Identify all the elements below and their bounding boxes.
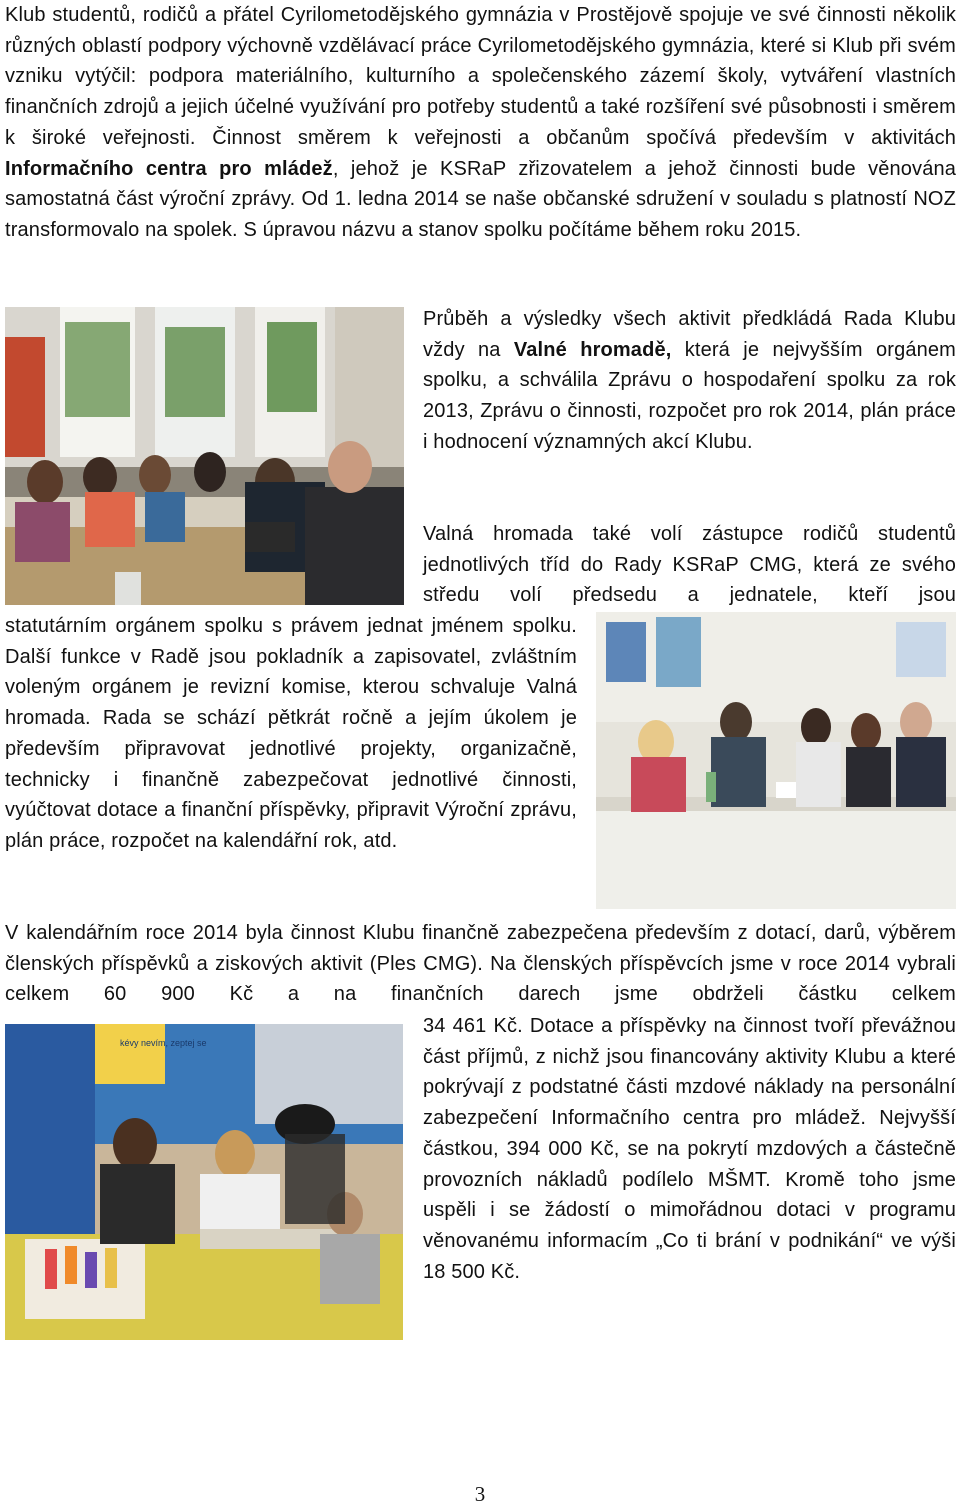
intro-text-2: , jehož je KSRaP zřizovatelem a jehož činnosti bude věnována samostatná část výroční zprávy. Od 1. ledna 2014 se naše občanské sdružení v souladu s platností NOZ transformovalo na spolek. S úpravou názvu a stanov spolku počítáme během roku 2015.	[5, 157, 957, 241]
photo-kids-event	[5, 1024, 403, 1340]
intro-paragraph	[5, 0, 956, 246]
council-paragraph-bottom: statutárním orgánem spolku s právem jednat jménem spolku. Další funkce v Radě jsou pokladník a zapisovatel, zvláštním voleným orgánem je revizní komise, kterou schvaluje Valná hromada. Rada se schází pětkrát ročně a jejím úkolem je především připravovat jednotlivé projekty, organizačně, technicky i finančně zabezpečovat jednotlivé činnosti, vyúčtovat dotace a finanční příspěvky, připravit Výroční zprávu, plán práce, rozpočet na kalendářní rok, atd.	[5, 615, 577, 852]
photo-general-assembly	[5, 307, 404, 605]
council-paragraph-top: Valná hromada také volí zástupce rodičů studentů jednotlivých tříd do Rady KSRaP CMG, která ze svého středu volí předsedu a jednatele, kteří jsou	[423, 523, 956, 607]
banner-text: kévy nevím, zeptej se	[120, 1038, 207, 1048]
finance-paragraph-top: V kalendářním roce 2014 byla činnost Klubu finančně zabezpečena především z dotací, darů, výběrem členských příspěvků a ziskových aktivit (Ples CMG). Na členských příspěvcích jsme v roce 2014 vybrali celkem 60 900 Kč a na finančních darech jsme obdrželi částku celkem	[5, 922, 956, 1006]
page-number: 3	[474, 1482, 486, 1506]
photo-council-meeting	[596, 612, 956, 909]
intro-bold-icm: Informačního centra pro mládež	[5, 157, 333, 180]
intro-text-1: Klub studentů, rodičů a přátel Cyrilometodějského gymnázia v Prostějově spojuje ve své činnosti několik různých oblastí podpory výchovně vzdělávací práce Cyrilometodějského gymnázia, které si Klub při svém vzniku vytýčil: podpora materiálního, kulturního a společenského zázemí školy, vytváření vlastních finančních zdrojů a jejich účelné využívání pro potřeby studentů a také rozšíření své působnosti i směrem k široké veřejnosti. Činnost směrem k veřejnosti a občanům spočívá především v aktivitách	[5, 4, 956, 149]
finance-paragraph-bottom: 34 461 Kč. Dotace a příspěvky na činnost tvoří převážnou část příjmů, z nichž jsou financovány aktivity Klubu a které pokrývají z podstatné části mzdové náklady na personální zabezpečení Informačního centra pro mládež. Nejvyšší částkou, 394 000 Kč, se na pokrytí mzdových a částečně provozních nákladů podílelo MŠMT. Kromě toho jsme uspěli i se žádostí o mimořádnou dotaci v programu věnovanému informacím „Co ti brání v podnikání“ ve výši 18 500 Kč.	[423, 1015, 956, 1283]
assembly-text-2: která je nejvyšším orgánem spolku, a schválila Zprávu o hospodaření spolku za rok 2013, Zprávu o činnosti, rozpočet pro rok 2014, plán práce i hodnocení významných akcí Klubu.	[423, 338, 956, 453]
assembly-bold-valna-hromada: Valné hromadě,	[513, 338, 672, 361]
assembly-paragraph	[423, 304, 956, 458]
assembly-text-1: Průběh a výsledky všech aktivit předkládá Rada Klubu vždy na	[423, 308, 956, 361]
